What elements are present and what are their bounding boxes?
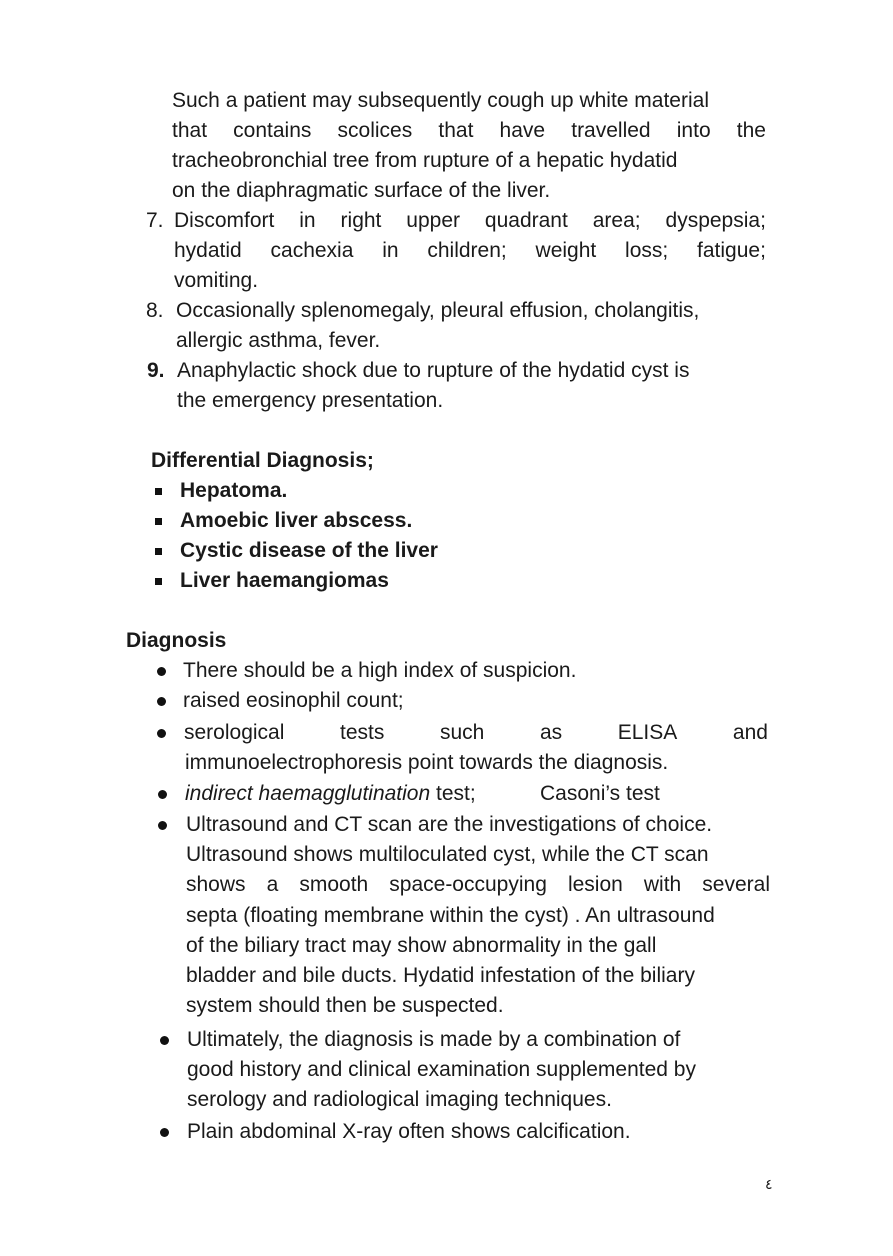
- word: children;: [427, 239, 507, 262]
- differential-item: Hepatoma.: [180, 479, 288, 502]
- diagnosis-bullet-5-line-3: [186, 870, 770, 900]
- diagnosis-bullet-5-line-2: Ultrasound shows multiloculated cyst, while the CT scan: [186, 843, 709, 866]
- diagnosis-bullet-5-line-7: system should then be suspected.: [186, 994, 504, 1017]
- diagnosis-heading: Diagnosis: [126, 629, 227, 652]
- bullet-dot-icon: [157, 667, 166, 676]
- word: travelled: [571, 119, 651, 142]
- item-9-line-1: Anaphylactic shock due to rupture of the hydatid cyst is: [177, 359, 690, 382]
- test-label: test;: [430, 782, 476, 805]
- word: have: [499, 119, 546, 142]
- word: tests: [340, 721, 385, 744]
- item-8-line-2: allergic asthma, fever.: [176, 329, 381, 352]
- word: contains: [233, 119, 312, 142]
- word: lesion: [567, 873, 623, 896]
- continuation-line-1: Such a patient may subsequently cough up white material: [172, 89, 709, 112]
- diagnosis-bullet-2: raised eosinophil count;: [183, 689, 404, 712]
- word: several: [702, 873, 770, 896]
- item-8-line-1: Occasionally splenomegaly, pleural effusion, cholangitis,: [176, 299, 700, 322]
- word: with: [643, 873, 682, 896]
- bullet-dot-icon: [160, 1036, 169, 1045]
- item-number-9: 9.: [147, 359, 165, 382]
- word: quadrant: [484, 209, 568, 232]
- word: fatigue;: [697, 239, 766, 262]
- word: cachexia: [270, 239, 354, 262]
- continuation-line-3: tracheobronchial tree from rupture of a hepatic hydatid: [172, 149, 678, 172]
- word: in: [299, 209, 316, 232]
- differential-heading: Differential Diagnosis;: [151, 449, 374, 472]
- word: upper: [406, 209, 461, 232]
- item-7-line-1: [174, 206, 766, 236]
- square-bullet-icon: [155, 488, 162, 495]
- square-bullet-icon: [155, 518, 162, 525]
- word: hydatid: [174, 239, 242, 262]
- word: that: [172, 119, 208, 142]
- diagnosis-bullet-4: [185, 779, 476, 809]
- diagnosis-bullet-6-line-3: serology and radiological imaging techniques.: [187, 1088, 612, 1111]
- diagnosis-bullet-6-line-1: Ultimately, the diagnosis is made by a combination of: [187, 1028, 681, 1051]
- diagnosis-bullet-5-line-4: septa (floating membrane within the cyst) . An ultrasound: [186, 904, 715, 927]
- word: the: [736, 119, 766, 142]
- diagnosis-bullet-5-line-5: of the biliary tract may show abnormality in the gall: [186, 934, 657, 957]
- differential-item: Liver haemangiomas: [180, 569, 389, 592]
- word: loss;: [625, 239, 669, 262]
- word: ELISA: [617, 721, 678, 744]
- word: as: [539, 721, 563, 744]
- differential-item: Cystic disease of the liver: [180, 539, 438, 562]
- word: a: [266, 873, 279, 896]
- word: into: [676, 119, 711, 142]
- italic-term: indirect haemagglutination: [185, 782, 431, 805]
- item-7-line-3: vomiting.: [174, 269, 259, 292]
- square-bullet-icon: [155, 578, 162, 585]
- bullet-dot-icon: [160, 1128, 169, 1137]
- diagnosis-bullet-5-line-1: Ultrasound and CT scan are the investigations of choice.: [186, 813, 713, 836]
- differential-item: Amoebic liver abscess.: [180, 509, 413, 532]
- word: dyspepsia;: [665, 209, 766, 232]
- square-bullet-icon: [155, 548, 162, 555]
- word: right: [340, 209, 382, 232]
- diagnosis-bullet-3-line-1: [184, 718, 768, 748]
- diagnosis-bullet-6-line-2: good history and clinical examination supplemented by: [187, 1058, 696, 1081]
- continuation-line-2: [172, 116, 766, 146]
- diagnosis-bullet-7: Plain abdominal X-ray often shows calcification.: [187, 1120, 631, 1143]
- word: Discomfort: [174, 209, 275, 232]
- casoni-test: Casoni’s test: [540, 782, 660, 805]
- diagnosis-bullet-5-line-6: bladder and bile ducts. Hydatid infestation of the biliary: [186, 964, 695, 987]
- word: that: [438, 119, 474, 142]
- diagnosis-bullet-3-line-2: immunoelectrophoresis point towards the diagnosis.: [185, 751, 669, 774]
- word: such: [439, 721, 485, 744]
- word: in: [382, 239, 399, 262]
- bullet-dot-icon: [158, 790, 167, 799]
- continuation-line-4: on the diaphragmatic surface of the liver.: [172, 179, 551, 202]
- word: scolices: [337, 119, 413, 142]
- bullet-dot-icon: [158, 821, 167, 830]
- word: space-occupying: [389, 873, 547, 896]
- word: and: [732, 721, 768, 744]
- item-7-line-2: [174, 236, 766, 266]
- item-number-7: 7.: [146, 209, 164, 232]
- bullet-dot-icon: [157, 697, 166, 706]
- word: area;: [592, 209, 641, 232]
- diagnosis-bullet-1: There should be a high index of suspicion.: [183, 659, 577, 682]
- word: smooth: [299, 873, 369, 896]
- word: serological: [184, 721, 285, 744]
- word: shows: [186, 873, 246, 896]
- page-number: ٤: [765, 1176, 773, 1192]
- item-9-line-2: the emergency presentation.: [177, 389, 444, 412]
- word: weight: [535, 239, 597, 262]
- bullet-dot-icon: [157, 729, 166, 738]
- item-number-8: 8.: [146, 299, 164, 322]
